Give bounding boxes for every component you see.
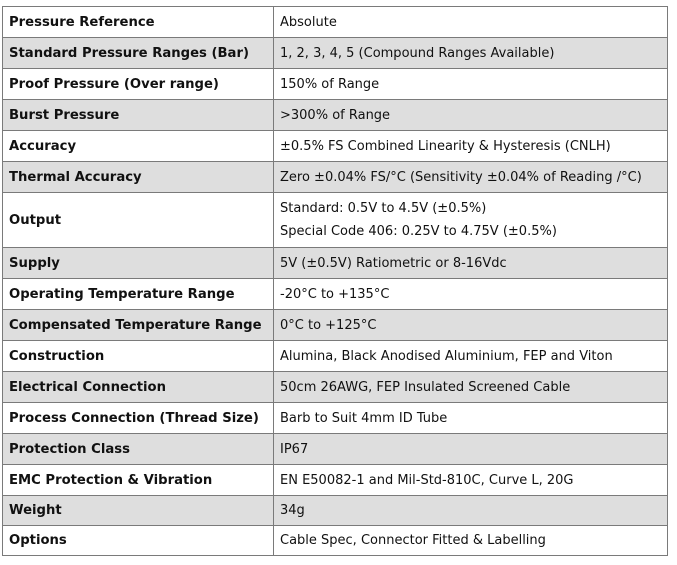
spec-value: >300% of Range — [274, 100, 668, 131]
spec-row-options — [3, 526, 668, 556]
specifications-table — [2, 6, 668, 556]
spec-label: Output — [3, 193, 274, 248]
spec-value: ±0.5% FS Combined Linearity & Hysteresis (CNLH) — [274, 131, 668, 162]
spec-row-emc-protection-vibration — [3, 465, 668, 496]
spec-value: Alumina, Black Anodised Aluminium, FEP and Viton — [274, 341, 668, 372]
spec-row-weight — [3, 496, 668, 526]
spec-label: Construction — [3, 341, 274, 372]
specifications-table-body — [3, 7, 668, 556]
spec-label: Pressure Reference — [3, 7, 274, 38]
spec-label: Thermal Accuracy — [3, 162, 274, 193]
spec-row-standard-pressure-ranges — [3, 38, 668, 69]
spec-value: 1, 2, 3, 4, 5 (Compound Ranges Available) — [274, 38, 668, 69]
spec-label: Weight — [3, 496, 274, 526]
spec-value: Barb to Suit 4mm ID Tube — [274, 403, 668, 434]
spec-label: Accuracy — [3, 131, 274, 162]
spec-label: EMC Protection & Vibration — [3, 465, 274, 496]
spec-label: Standard Pressure Ranges (Bar) — [3, 38, 274, 69]
spec-row-proof-pressure — [3, 69, 668, 100]
spec-row-burst-pressure — [3, 100, 668, 131]
spec-row-construction — [3, 341, 668, 372]
spec-value: Zero ±0.04% FS/°C (Sensitivity ±0.04% of Reading /°C) — [274, 162, 668, 193]
spec-label: Protection Class — [3, 434, 274, 465]
spec-row-supply — [3, 248, 668, 279]
spec-value: 50cm 26AWG, FEP Insulated Screened Cable — [274, 372, 668, 403]
spec-value: 150% of Range — [274, 69, 668, 100]
spec-value-multiline — [274, 193, 668, 248]
spec-label: Burst Pressure — [3, 100, 274, 131]
spec-value: EN E50082-1 and Mil-Std-810C, Curve L, 20G — [274, 465, 668, 496]
spec-label: Supply — [3, 248, 274, 279]
spec-label: Process Connection (Thread Size) — [3, 403, 274, 434]
spec-row-thermal-accuracy — [3, 162, 668, 193]
spec-value-line: Special Code 406: 0.25V to 4.75V (±0.5%) — [280, 224, 557, 239]
spec-value: IP67 — [274, 434, 668, 465]
spec-row-electrical-connection — [3, 372, 668, 403]
spec-row-pressure-reference — [3, 7, 668, 38]
spec-row-protection-class — [3, 434, 668, 465]
spec-row-output — [3, 193, 668, 248]
spec-label: Electrical Connection — [3, 372, 274, 403]
spec-value: Absolute — [274, 7, 668, 38]
spec-row-accuracy — [3, 131, 668, 162]
spec-value-line: Standard: 0.5V to 4.5V (±0.5%) — [280, 201, 487, 216]
spec-row-operating-temperature-range — [3, 279, 668, 310]
spec-label: Options — [3, 526, 274, 556]
spec-label: Operating Temperature Range — [3, 279, 274, 310]
spec-value: Cable Spec, Connector Fitted & Labelling — [274, 526, 668, 556]
spec-value: -20°C to +135°C — [274, 279, 668, 310]
spec-label: Compensated Temperature Range — [3, 310, 274, 341]
spec-row-process-connection — [3, 403, 668, 434]
spec-value: 34g — [274, 496, 668, 526]
spec-row-compensated-temperature-range — [3, 310, 668, 341]
spec-value: 5V (±0.5V) Ratiometric or 8-16Vdc — [274, 248, 668, 279]
spec-value: 0°C to +125°C — [274, 310, 668, 341]
spec-label: Proof Pressure (Over range) — [3, 69, 274, 100]
